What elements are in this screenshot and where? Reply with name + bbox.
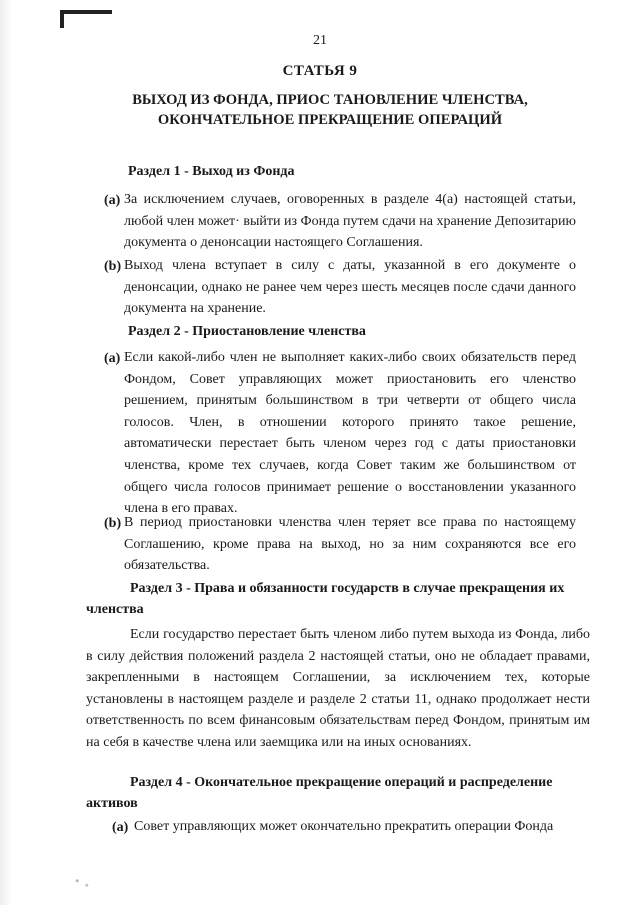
section1-b-text: Выход члена вступает в силу с даты, указанной в его документе о денонсации, однако не ранее чем через шесть месяцев после сдачи данного документа на хранение. xyxy=(124,258,576,317)
section4-a-text: Совет управляющих может окончательно прекратить операции Фонда xyxy=(134,819,554,834)
section3-heading: Раздел 3 - Права и обязанности государств в случае прекращения их членства xyxy=(86,581,565,617)
section2-heading: Раздел 2 - Приостановление членства xyxy=(128,324,366,339)
article-title: ВЫХОД ИЗ ФОНДА, ПРИОС ТАНОВЛЕНИЕ ЧЛЕНСТВА, ОКОНЧАТЕЛЬНОЕ ПРЕКРАЩЕНИЕ ОПЕРАЦИЙ xyxy=(132,92,528,128)
article-heading: СТАТЬЯ 9 xyxy=(282,63,358,79)
scan-edge-shadow xyxy=(0,0,12,905)
scan-corner-mark xyxy=(60,10,112,14)
page-number: 21 xyxy=(313,33,327,48)
section1-heading: Раздел 1 - Выход из Фонда xyxy=(128,164,295,179)
section4-heading: Раздел 4 - Окончательное прекращение операций и распределение активов xyxy=(86,775,553,811)
section3-text: Если государство перестает быть членом либо путем выхода из Фонда, либо в силу действия положений раздела 2 настоящей статьи, оно не обладает правами, закрепленными в настоящем Соглашении, за исключением тех, которые установлены в настоящем разделе и разделе 2 статьи 11, однако продолжает нести ответственность по всем финансовым обязательствам перед Фондом, принятым им на себя в качестве члена или заемщика или на иных основаниях. xyxy=(86,627,590,750)
section2-b-text: В период приостановки членства член теряет все права по настоящему Соглашению, кроме права на выход, но за ним сохраняются все его обязательства. xyxy=(124,515,576,574)
scan-speckle xyxy=(70,872,94,894)
section2-a-text: Если какой-либо член не выполняет каких-либо своих обязательств перед Фондом, Совет управляющих может приостановить его членство решением, принятым большинством в три четверти от общего числа голосов. Член, в отношении которого принято такое решение, автоматически перестает быть членом через год с даты приостановки членства, кроме тех случаев, когда Совет таким же большинством от общего числа голосов принимает решение о восстановлении указанного члена в его правах. xyxy=(124,350,576,517)
section1-b-label: (b) xyxy=(104,259,122,274)
scan-corner-mark-vertical xyxy=(60,10,64,28)
section1-a-label: (a) xyxy=(104,193,121,208)
section1-a-text: За исключением случаев, оговоренных в разделе 4(а) настоящей статьи, любой член может· выйти из Фонда путем сдачи на хранение Депозитарию документа о денонсации настоящего Соглашения. xyxy=(124,192,576,251)
section4-a-label: (a) xyxy=(112,820,129,835)
section2-b-label: (b) xyxy=(104,516,122,531)
section2-a-label: (a) xyxy=(104,351,121,366)
